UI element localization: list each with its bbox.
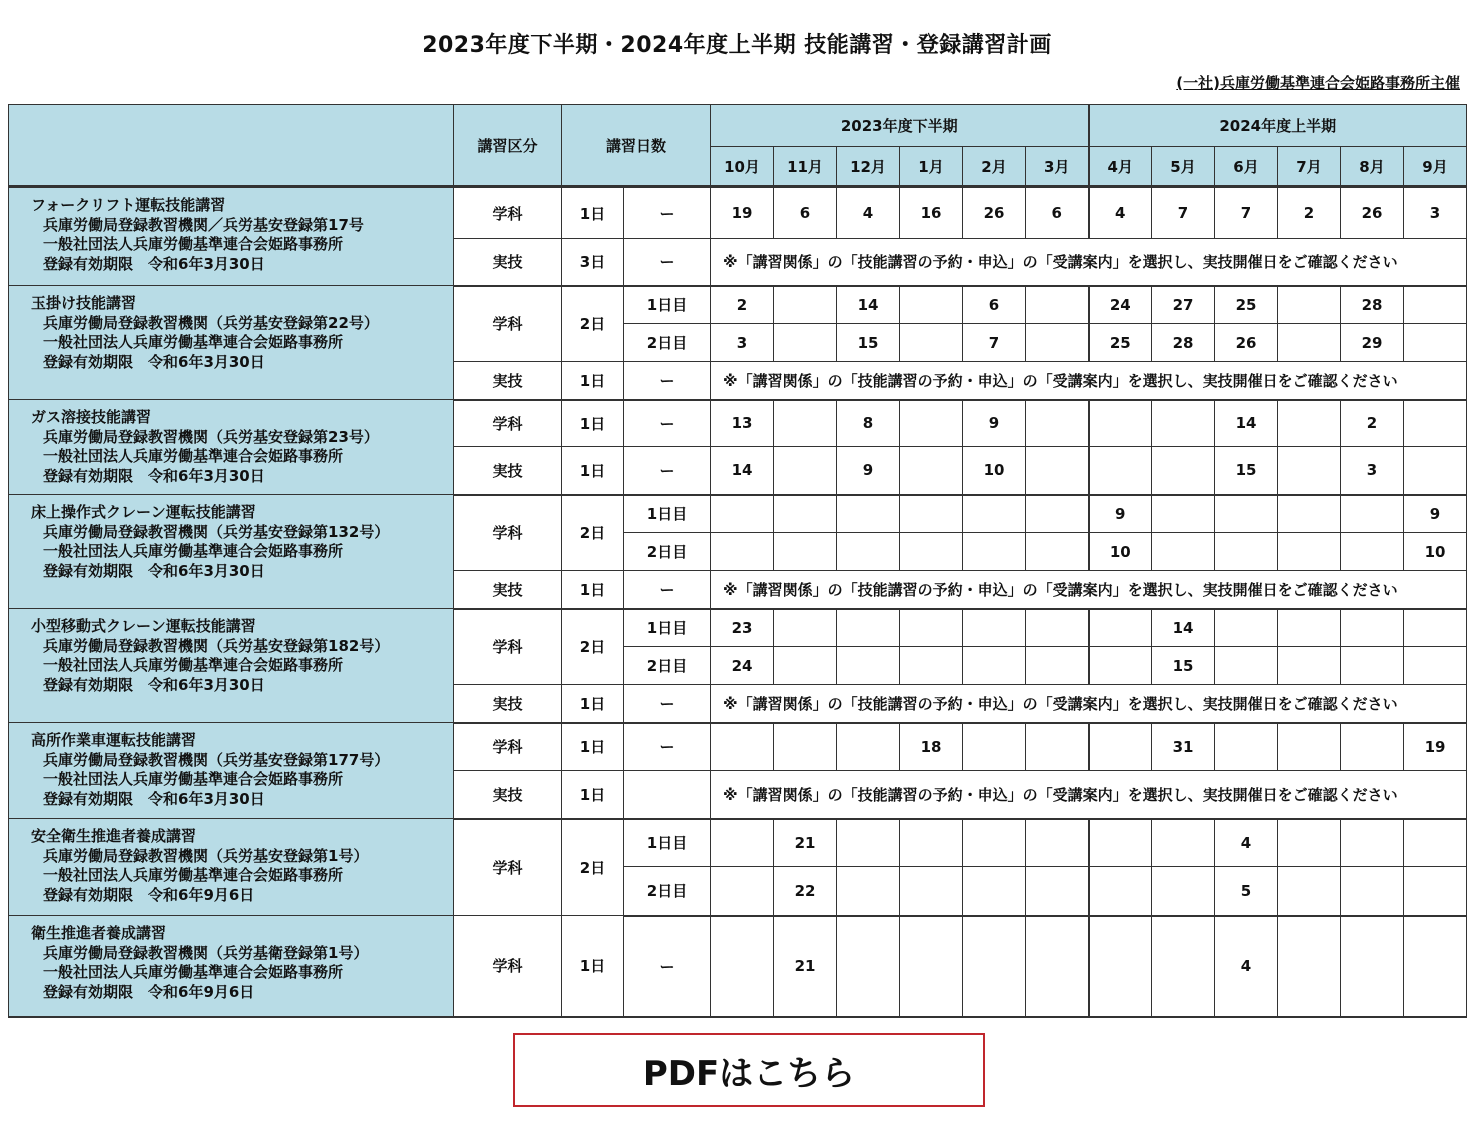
course-detail-line: 一般社団法人兵庫労働基準連合会姫路事務所 <box>43 542 344 560</box>
schedule-date-cell <box>1026 495 1089 533</box>
schedule-date-cell <box>1341 495 1404 533</box>
schedule-date-cell: 21 <box>774 916 837 1017</box>
days-cell: 2日 <box>562 609 624 685</box>
schedule-date-cell <box>1278 647 1341 685</box>
schedule-date-cell <box>1278 819 1341 867</box>
days-cell: 1日 <box>562 447 624 495</box>
schedule-date-cell: 8 <box>837 400 900 447</box>
schedule-date-cell <box>1152 819 1215 867</box>
schedule-date-cell <box>1026 447 1089 495</box>
schedule-date-cell <box>900 324 963 362</box>
table-row <box>9 916 1467 1017</box>
schedule-date-cell: 7 <box>1215 187 1278 239</box>
course-name: 小型移動式クレーン運転技能講習 <box>31 617 256 635</box>
schedule-date-cell <box>963 533 1026 571</box>
course-name: 衛生推進者養成講習 <box>31 924 167 942</box>
schedule-date-cell: 15 <box>837 324 900 362</box>
category-cell: 実技 <box>454 685 562 723</box>
category-cell: 実技 <box>454 362 562 400</box>
schedule-date-cell <box>1341 609 1404 647</box>
schedule-date-cell: 28 <box>1152 324 1215 362</box>
day-part-cell: ー <box>624 362 711 400</box>
schedule-date-cell <box>1026 819 1089 867</box>
day-part-cell: ー <box>624 571 711 609</box>
schedule-date-cell <box>1215 533 1278 571</box>
schedule-date-cell <box>1026 286 1089 324</box>
schedule-date-cell: 10 <box>1404 533 1467 571</box>
schedule-date-cell <box>1026 916 1089 1017</box>
schedule-date-cell: 4 <box>1215 819 1278 867</box>
schedule-date-cell <box>1152 867 1215 916</box>
schedule-date-cell <box>963 495 1026 533</box>
header-blank <box>9 105 454 187</box>
schedule-date-cell: 26 <box>963 187 1026 239</box>
course-detail-line: 登録有効期限 令和6年9月6日 <box>43 885 255 904</box>
schedule-date-cell <box>1215 647 1278 685</box>
schedule-date-cell <box>1341 819 1404 867</box>
schedule-date-cell <box>1215 495 1278 533</box>
schedule-date-cell <box>1026 647 1089 685</box>
schedule-date-cell: 21 <box>774 819 837 867</box>
page-title: 2023年度下半期・2024年度上半期 技能講習・登録講習計画 <box>422 33 1052 58</box>
schedule-date-cell <box>963 609 1026 647</box>
course-name: 玉掛け技能講習 <box>31 294 137 312</box>
practical-note: ※「講習関係」の「技能講習の予約・申込」の「受講案内」を選択し、実技開催日をご確認ください <box>711 362 1467 400</box>
schedule-date-cell <box>774 324 837 362</box>
schedule-date-cell: 6 <box>774 187 837 239</box>
day-part-cell: 2日目 <box>624 867 711 916</box>
header-period-2023: 2023年度下半期 <box>711 105 1089 147</box>
schedule-date-cell <box>1278 495 1341 533</box>
schedule-date-cell <box>774 609 837 647</box>
schedule-date-cell: 24 <box>1089 286 1152 324</box>
day-part-cell: 2日目 <box>624 324 711 362</box>
schedule-date-cell <box>900 495 963 533</box>
course-detail-line: 一般社団法人兵庫労働基準連合会姫路事務所 <box>43 656 344 674</box>
schedule-date-cell: 22 <box>774 867 837 916</box>
schedule-date-cell: 10 <box>1089 533 1152 571</box>
schedule-date-cell: 18 <box>900 723 963 771</box>
schedule-date-cell <box>711 867 774 916</box>
course-info <box>9 187 454 286</box>
course-detail-line: 兵庫労働局登録教習機関（兵労基安登録第177号） <box>43 750 390 769</box>
schedule-date-cell <box>1026 324 1089 362</box>
header-month: 7月 <box>1278 147 1341 187</box>
category-cell: 実技 <box>454 447 562 495</box>
schedule-date-cell <box>1404 400 1467 447</box>
schedule-date-cell <box>1089 647 1152 685</box>
schedule-date-cell <box>774 495 837 533</box>
schedule-date-cell <box>900 447 963 495</box>
schedule-date-cell <box>837 533 900 571</box>
day-part-cell <box>624 771 711 819</box>
schedule-date-cell: 2 <box>1278 187 1341 239</box>
course-detail-line: 登録有効期限 令和6年3月30日 <box>43 352 265 371</box>
schedule-date-cell: 5 <box>1215 867 1278 916</box>
schedule-date-cell <box>900 400 963 447</box>
schedule-date-cell <box>1404 647 1467 685</box>
course-info <box>9 495 454 609</box>
schedule-date-cell <box>1278 723 1341 771</box>
schedule-date-cell <box>1278 609 1341 647</box>
schedule-date-cell <box>1278 533 1341 571</box>
table-row <box>9 819 1467 867</box>
schedule-date-cell <box>900 286 963 324</box>
category-cell: 学科 <box>454 609 562 685</box>
schedule-date-cell <box>1089 916 1152 1017</box>
schedule-date-cell <box>837 819 900 867</box>
course-detail-line: 一般社団法人兵庫労働基準連合会姫路事務所 <box>43 333 344 351</box>
table-row <box>9 187 1467 239</box>
course-detail-line: 一般社団法人兵庫労働基準連合会姫路事務所 <box>43 235 344 253</box>
course-info <box>9 916 454 1017</box>
schedule-date-cell <box>1278 447 1341 495</box>
schedule-date-cell <box>963 647 1026 685</box>
day-part-cell: 1日目 <box>624 609 711 647</box>
schedule-date-cell: 3 <box>711 324 774 362</box>
schedule-date-cell <box>1404 609 1467 647</box>
schedule-date-cell <box>1152 533 1215 571</box>
schedule-date-cell <box>1341 916 1404 1017</box>
course-detail-line: 兵庫労働局登録教習機関（兵労基安登録第23号） <box>43 427 379 446</box>
schedule-date-cell: 7 <box>1152 187 1215 239</box>
schedule-date-cell: 14 <box>1215 400 1278 447</box>
schedule-date-cell <box>1089 819 1152 867</box>
course-detail-line: 登録有効期限 令和6年3月30日 <box>43 254 265 273</box>
day-part-cell: 1日目 <box>624 495 711 533</box>
days-cell: 1日 <box>562 916 624 1017</box>
schedule-date-cell: 3 <box>1404 187 1467 239</box>
schedule-date-cell: 26 <box>1341 187 1404 239</box>
schedule-date-cell <box>1341 647 1404 685</box>
schedule-date-cell <box>837 647 900 685</box>
header-month: 1月 <box>900 147 963 187</box>
schedule-date-cell: 19 <box>711 187 774 239</box>
days-cell: 2日 <box>562 286 624 362</box>
schedule-date-cell <box>1152 400 1215 447</box>
schedule-date-cell <box>837 723 900 771</box>
days-cell: 1日 <box>562 187 624 239</box>
header-category: 講習区分 <box>454 105 562 187</box>
schedule-date-cell <box>1341 723 1404 771</box>
schedule-date-cell <box>1404 819 1467 867</box>
header-period-2024: 2024年度上半期 <box>1089 105 1467 147</box>
schedule-date-cell <box>963 867 1026 916</box>
schedule-date-cell: 15 <box>1215 447 1278 495</box>
schedule-date-cell: 4 <box>837 187 900 239</box>
practical-note: ※「講習関係」の「技能講習の予約・申込」の「受講案内」を選択し、実技開催日をご確認ください <box>711 239 1467 286</box>
schedule-date-cell: 31 <box>1152 723 1215 771</box>
day-part-cell: ー <box>624 447 711 495</box>
course-detail-line: 登録有効期限 令和6年3月30日 <box>43 561 265 580</box>
days-cell: 3日 <box>562 239 624 286</box>
course-info <box>9 286 454 400</box>
schedule-date-cell: 19 <box>1404 723 1467 771</box>
schedule-date-cell <box>1089 723 1152 771</box>
header-month: 9月 <box>1404 147 1467 187</box>
course-detail-line: 一般社団法人兵庫労働基準連合会姫路事務所 <box>43 447 344 465</box>
day-part-cell: ー <box>624 400 711 447</box>
days-cell: 2日 <box>562 819 624 916</box>
schedule-date-cell <box>711 819 774 867</box>
header-month: 8月 <box>1341 147 1404 187</box>
category-cell: 実技 <box>454 771 562 819</box>
category-cell: 学科 <box>454 723 562 771</box>
day-part-cell: 2日目 <box>624 647 711 685</box>
schedule-date-cell <box>774 286 837 324</box>
schedule-date-cell: 2 <box>711 286 774 324</box>
day-part-cell: 1日目 <box>624 819 711 867</box>
schedule-date-cell: 26 <box>1215 324 1278 362</box>
schedule-date-cell <box>774 723 837 771</box>
schedule-date-cell <box>963 819 1026 867</box>
header-month: 6月 <box>1215 147 1278 187</box>
schedule-date-cell: 28 <box>1341 286 1404 324</box>
schedule-date-cell: 25 <box>1215 286 1278 324</box>
course-detail-line: 一般社団法人兵庫労働基準連合会姫路事務所 <box>43 770 344 788</box>
course-detail-line: 登録有効期限 令和6年9月6日 <box>43 982 255 1001</box>
course-info <box>9 400 454 495</box>
schedule-date-cell <box>837 867 900 916</box>
course-name: 高所作業車運転技能講習 <box>31 731 197 749</box>
practical-note: ※「講習関係」の「技能講習の予約・申込」の「受講案内」を選択し、実技開催日をご確認ください <box>711 571 1467 609</box>
table-row <box>9 609 1467 647</box>
schedule-date-cell <box>1404 286 1467 324</box>
day-part-cell: ー <box>624 916 711 1017</box>
schedule-date-cell <box>900 916 963 1017</box>
schedule-date-cell <box>1152 916 1215 1017</box>
course-detail-line: 登録有効期限 令和6年3月30日 <box>43 675 265 694</box>
course-info <box>9 723 454 819</box>
schedule-date-cell <box>1089 400 1152 447</box>
schedule-date-cell <box>1026 867 1089 916</box>
schedule-date-cell <box>711 533 774 571</box>
schedule-date-cell <box>963 723 1026 771</box>
schedule-date-cell <box>1278 916 1341 1017</box>
category-cell: 学科 <box>454 916 562 1017</box>
schedule-date-cell <box>837 495 900 533</box>
schedule-date-cell: 6 <box>1026 187 1089 239</box>
practical-note: ※「講習関係」の「技能講習の予約・申込」の「受講案内」を選択し、実技開催日をご確認ください <box>711 771 1467 819</box>
schedule-date-cell: 14 <box>711 447 774 495</box>
schedule-date-cell <box>900 867 963 916</box>
table-row <box>9 723 1467 771</box>
category-cell: 実技 <box>454 571 562 609</box>
pdf-link-button[interactable]: PDFはこちら <box>513 1033 985 1107</box>
header-month: 5月 <box>1152 147 1215 187</box>
day-part-cell: ー <box>624 685 711 723</box>
course-detail-line: 登録有効期限 令和6年3月30日 <box>43 466 265 485</box>
schedule-date-cell: 9 <box>837 447 900 495</box>
schedule-date-cell: 24 <box>711 647 774 685</box>
schedule-date-cell: 9 <box>1089 495 1152 533</box>
category-cell: 学科 <box>454 495 562 571</box>
schedule-date-cell: 10 <box>963 447 1026 495</box>
course-name: フォークリフト運転技能講習 <box>31 196 226 214</box>
schedule-body <box>9 187 1467 1017</box>
schedule-date-cell: 14 <box>1152 609 1215 647</box>
schedule-date-cell <box>1152 495 1215 533</box>
course-detail-line: 兵庫労働局登録教習機関／兵労基安登録第17号 <box>43 215 364 234</box>
schedule-date-cell <box>1026 609 1089 647</box>
schedule-date-cell <box>1026 533 1089 571</box>
course-detail-line: 登録有効期限 令和6年3月30日 <box>43 789 265 808</box>
days-cell: 1日 <box>562 362 624 400</box>
schedule-date-cell <box>1278 867 1341 916</box>
schedule-date-cell: 7 <box>963 324 1026 362</box>
schedule-date-cell: 13 <box>711 400 774 447</box>
day-part-cell: 2日目 <box>624 533 711 571</box>
schedule-table <box>8 104 1467 1018</box>
category-cell: 学科 <box>454 819 562 916</box>
schedule-date-cell: 3 <box>1341 447 1404 495</box>
category-cell: 実技 <box>454 239 562 286</box>
schedule-date-cell <box>1404 324 1467 362</box>
header-days: 講習日数 <box>562 105 711 187</box>
table-row <box>9 286 1467 324</box>
course-detail-line: 兵庫労働局登録教習機関（兵労基安登録第1号） <box>43 846 369 865</box>
course-detail-line: 一般社団法人兵庫労働基準連合会姫路事務所 <box>43 963 344 981</box>
course-info <box>9 609 454 723</box>
schedule-date-cell: 25 <box>1089 324 1152 362</box>
course-detail-line: 兵庫労働局登録教習機関（兵労基衛登録第1号） <box>43 943 369 962</box>
days-cell: 1日 <box>562 685 624 723</box>
schedule-date-cell <box>1404 867 1467 916</box>
schedule-date-cell <box>900 609 963 647</box>
schedule-date-cell: 2 <box>1341 400 1404 447</box>
header-month: 12月 <box>837 147 900 187</box>
schedule-date-cell <box>1026 723 1089 771</box>
course-detail-line: 兵庫労働局登録教習機関（兵労基安登録第182号） <box>43 636 390 655</box>
schedule-date-cell <box>774 533 837 571</box>
day-part-cell: ー <box>624 723 711 771</box>
schedule-date-cell: 27 <box>1152 286 1215 324</box>
schedule-date-cell <box>1278 324 1341 362</box>
schedule-date-cell <box>1404 447 1467 495</box>
schedule-date-cell <box>1278 400 1341 447</box>
schedule-date-cell <box>1089 447 1152 495</box>
schedule-date-cell <box>1341 533 1404 571</box>
schedule-date-cell <box>774 647 837 685</box>
schedule-date-cell <box>1215 723 1278 771</box>
day-part-cell: 1日目 <box>624 286 711 324</box>
schedule-date-cell <box>1341 867 1404 916</box>
practical-note: ※「講習関係」の「技能講習の予約・申込」の「受講案内」を選択し、実技開催日をご確認ください <box>711 685 1467 723</box>
schedule-date-cell: 9 <box>963 400 1026 447</box>
schedule-date-cell: 4 <box>1215 916 1278 1017</box>
schedule-date-cell <box>1404 916 1467 1017</box>
schedule-date-cell: 15 <box>1152 647 1215 685</box>
schedule-date-cell <box>900 533 963 571</box>
course-detail-line: 兵庫労働局登録教習機関（兵労基安登録第22号） <box>43 313 379 332</box>
header-month: 4月 <box>1089 147 1152 187</box>
schedule-date-cell <box>1278 286 1341 324</box>
course-name: 安全衛生推進者養成講習 <box>31 827 197 845</box>
schedule-date-cell <box>711 916 774 1017</box>
days-cell: 1日 <box>562 571 624 609</box>
schedule-date-cell <box>711 495 774 533</box>
day-part-cell: ー <box>624 187 711 239</box>
schedule-date-cell: 9 <box>1404 495 1467 533</box>
schedule-date-cell <box>774 447 837 495</box>
schedule-date-cell <box>900 647 963 685</box>
header-month: 2月 <box>963 147 1026 187</box>
schedule-date-cell <box>774 400 837 447</box>
table-row <box>9 400 1467 447</box>
schedule-date-cell: 4 <box>1089 187 1152 239</box>
category-cell: 学科 <box>454 286 562 362</box>
schedule-date-cell <box>900 819 963 867</box>
course-name: 床上操作式クレーン運転技能講習 <box>31 503 256 521</box>
day-part-cell: ー <box>624 239 711 286</box>
schedule-date-cell <box>711 723 774 771</box>
schedule-date-cell <box>1089 867 1152 916</box>
schedule-date-cell <box>837 609 900 647</box>
course-detail-line: 一般社団法人兵庫労働基準連合会姫路事務所 <box>43 866 344 884</box>
schedule-date-cell <box>963 916 1026 1017</box>
schedule-date-cell: 6 <box>963 286 1026 324</box>
schedule-date-cell <box>1215 609 1278 647</box>
days-cell: 1日 <box>562 771 624 819</box>
schedule-date-cell <box>1026 400 1089 447</box>
schedule-date-cell: 14 <box>837 286 900 324</box>
category-cell: 学科 <box>454 187 562 239</box>
schedule-date-cell: 16 <box>900 187 963 239</box>
schedule-date-cell: 29 <box>1341 324 1404 362</box>
header-month: 10月 <box>711 147 774 187</box>
category-cell: 学科 <box>454 400 562 447</box>
schedule-date-cell <box>1152 447 1215 495</box>
course-detail-line: 兵庫労働局登録教習機関（兵労基安登録第132号） <box>43 522 390 541</box>
schedule-date-cell <box>837 916 900 1017</box>
course-name: ガス溶接技能講習 <box>31 408 152 426</box>
schedule-date-cell: 23 <box>711 609 774 647</box>
schedule-date-cell <box>1089 609 1152 647</box>
days-cell: 1日 <box>562 400 624 447</box>
table-row <box>9 495 1467 533</box>
course-info <box>9 819 454 916</box>
header-month: 3月 <box>1026 147 1089 187</box>
header-month: 11月 <box>774 147 837 187</box>
sponsor-text: (一社)兵庫労働基準連合会姫路事務所主催 <box>1176 74 1460 92</box>
days-cell: 2日 <box>562 495 624 571</box>
days-cell: 1日 <box>562 723 624 771</box>
